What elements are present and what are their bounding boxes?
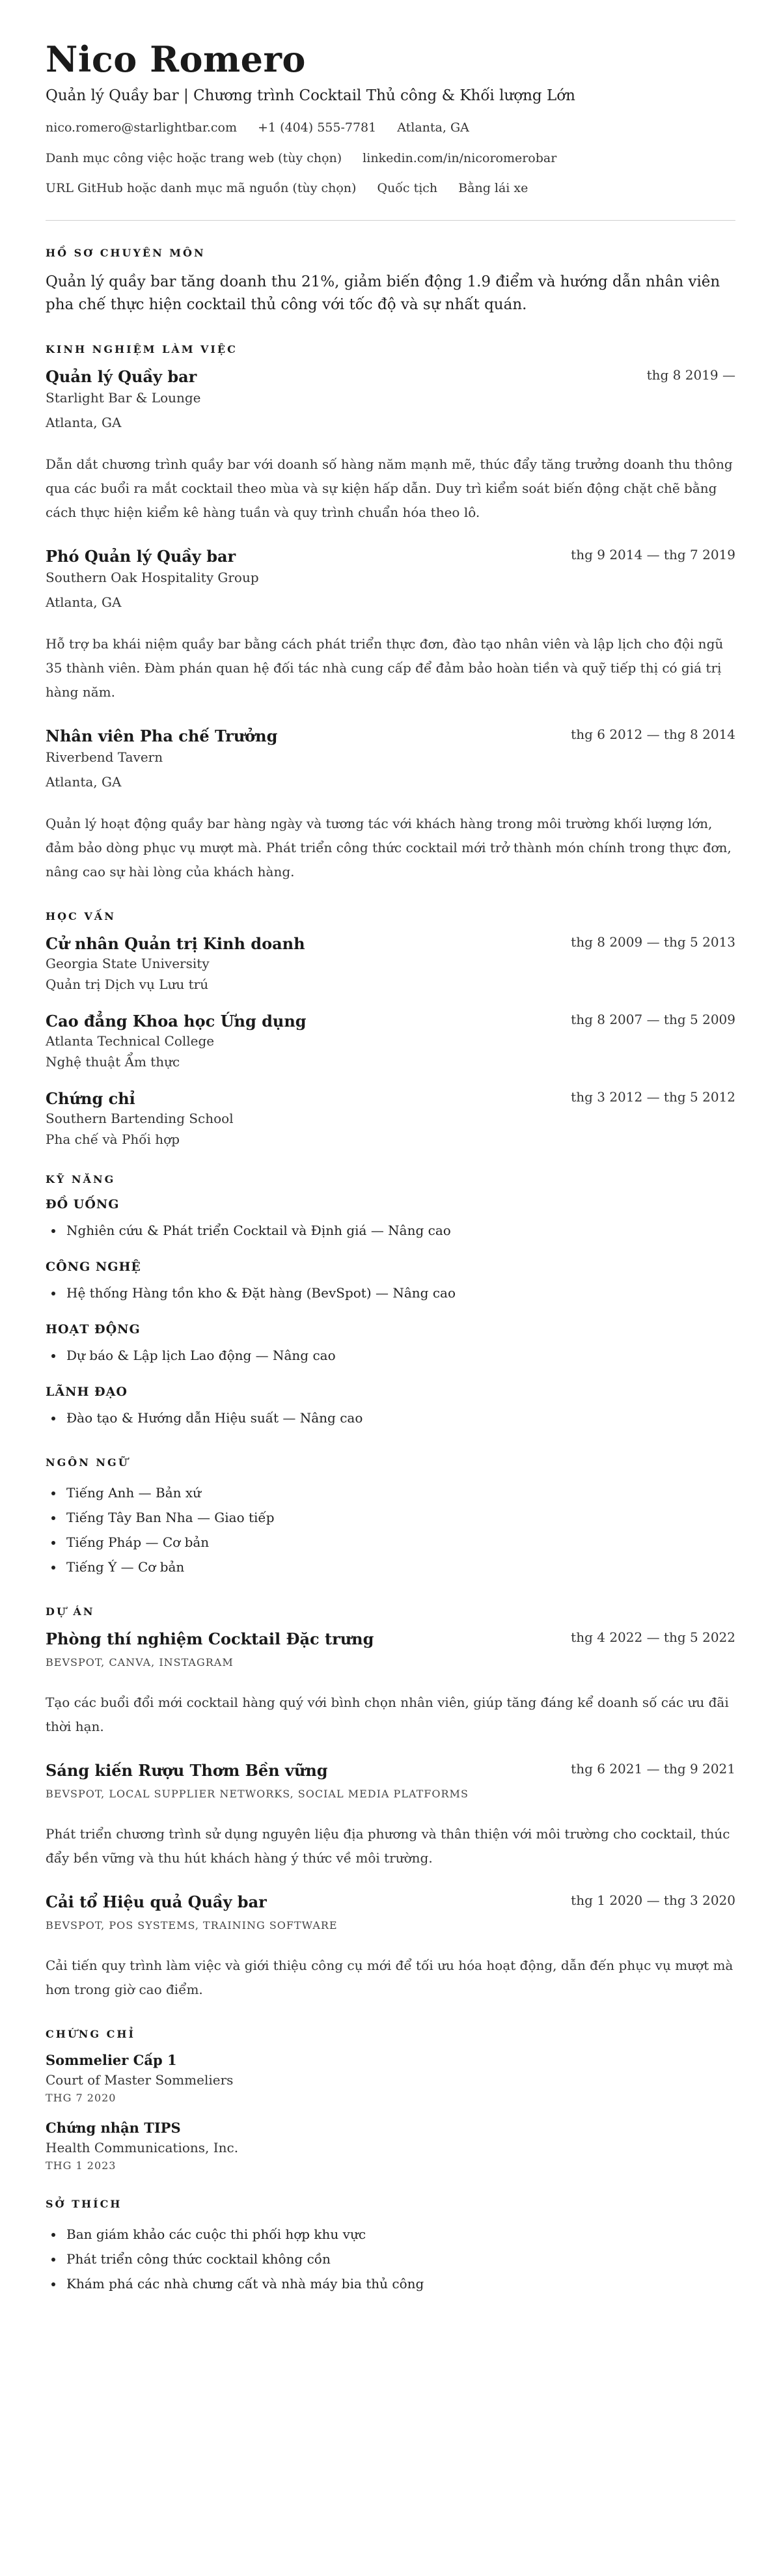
- project-entry: [46, 1761, 735, 1870]
- degree-title: Cử nhân Quản trị Kinh doanh: [46, 934, 305, 953]
- degree-title: Cao đẳng Khoa học Ứng dụng: [46, 1011, 307, 1031]
- job-title: Nhân viên Pha chế Trưởng: [46, 726, 278, 745]
- contact-email[interactable]: nico.romero@starlightbar.com: [46, 120, 238, 135]
- certification-issuer: Court of Master Sommeliers: [46, 2071, 234, 2088]
- section-title: KINH NGHIỆM LÀM VIỆC: [46, 342, 238, 355]
- company-name: Starlight Bar & Lounge: [46, 389, 201, 406]
- certification-name: Chứng nhận TIPS: [46, 2119, 181, 2136]
- project-date: thg 4 2022 — thg 5 2022: [571, 1629, 735, 1645]
- contact-portfolio[interactable]: Danh mục công việc hoặc trang web (tùy chọn): [46, 150, 342, 165]
- experience-entry: [46, 727, 735, 884]
- certification-entry: [46, 2120, 735, 2172]
- job-description: Quản lý hoạt động quầy bar hàng ngày và tương tác với khách hàng trong môi trường khối lượng lớn, đảm bảo dòng phục vụ mượt mà. Phát triển công thức cocktail mới trở thành món chính trong thực đơn, nâng cao sự hài lòng của khách hàng.: [46, 815, 732, 879]
- section-title: KỸ NĂNG: [46, 1172, 116, 1185]
- experience-section: [46, 343, 735, 884]
- section-title: HỌC VẤN: [46, 909, 116, 922]
- project-title: Sáng kiến Rượu Thơm Bền vững: [46, 1760, 328, 1780]
- project-title: Phòng thí nghiệm Cocktail Đặc trưng: [46, 1629, 374, 1648]
- field-of-study: Quản trị Dịch vụ Lưu trú: [46, 976, 209, 992]
- school-name: Georgia State University: [46, 955, 210, 971]
- languages-section: [46, 1456, 735, 1579]
- skill-item: • Dự báo & Lập lịch Lao động — Nâng cao: [64, 1343, 735, 1368]
- project-entry: [46, 1629, 735, 1739]
- language-item: • Tiếng Anh — Bản xứ: [64, 1480, 735, 1505]
- contact-location: Atlanta, GA: [397, 120, 469, 135]
- company-name: Southern Oak Hospitality Group: [46, 569, 259, 585]
- education-date: thg 8 2009 — thg 5 2013: [571, 934, 735, 950]
- degree-title: Chứng chỉ: [46, 1088, 135, 1108]
- certification-name: Sommelier Cấp 1: [46, 2051, 177, 2068]
- resume-header: [46, 39, 735, 198]
- field-of-study: Nghệ thuật Ẩm thực: [46, 1053, 180, 1070]
- header-divider: [46, 220, 735, 221]
- projects-section: [46, 1605, 735, 2002]
- interest-item: • Ban giám khảo các cuộc thi phối hợp khu vực: [64, 2222, 735, 2247]
- language-item: • Tiếng Ý — Cơ bản: [64, 1555, 735, 1579]
- section-title: DỰ ÁN: [46, 1605, 95, 1618]
- education-section: [46, 910, 735, 1147]
- profile-section: [46, 247, 735, 317]
- skill-list: [46, 1281, 735, 1305]
- skill-category: HOẠT ĐỘNG: [46, 1322, 141, 1336]
- skill-category: LÃNH ĐẠO: [46, 1384, 128, 1399]
- education-entry: [46, 1089, 735, 1147]
- project-tech: BEVSPOT, LOCAL SUPPLIER NETWORKS, SOCIAL MEDIA PLATFORMS: [46, 1787, 469, 1800]
- project-description: Phát triển chương trình sử dụng nguyên liệu địa phương và thân thiện với môi trường cho cocktail, thúc đẩy bền vững và thu hút khách hàng ý thức về môi trường.: [46, 1825, 730, 1866]
- language-item: • Tiếng Pháp — Cơ bản: [64, 1530, 735, 1555]
- job-date: thg 9 2014 — thg 7 2019: [571, 546, 735, 562]
- certification-entry: [46, 2052, 735, 2104]
- skill-category: CÔNG NGHỆ: [46, 1259, 141, 1274]
- contact-row-2: [46, 149, 735, 168]
- interest-item: • Phát triển công thức cocktail không cồn: [64, 2247, 735, 2271]
- certification-issuer: Health Communications, Inc.: [46, 2139, 239, 2155]
- experience-entry: [46, 547, 735, 704]
- job-location: Atlanta, GA: [46, 773, 122, 790]
- education-date: thg 3 2012 — thg 5 2012: [571, 1088, 735, 1105]
- contact-phone[interactable]: +1 (404) 555-7781: [258, 120, 377, 135]
- skill-item: • Hệ thống Hàng tồn kho & Đặt hàng (BevSpot) — Nâng cao: [64, 1281, 735, 1305]
- skill-list: [46, 1218, 735, 1243]
- project-tech: BEVSPOT, POS SYSTEMS, TRAINING SOFTWARE: [46, 1918, 338, 1932]
- contact-row-1: [46, 118, 735, 137]
- project-date: thg 1 2020 — thg 3 2020: [571, 1892, 735, 1908]
- project-description: Cải tiến quy trình làm việc và giới thiệu công cụ mới để tối ưu hóa hoạt động, dẫn đến phục vụ mượt mà hơn trong giờ cao điểm.: [46, 1957, 733, 1997]
- contact-nationality: Quốc tịch: [377, 181, 438, 196]
- skill-list: [46, 1343, 735, 1368]
- job-date: thg 6 2012 — thg 8 2014: [571, 726, 735, 742]
- contact-linkedin[interactable]: linkedin.com/in/nicoromerobar: [363, 150, 557, 165]
- skill-list: [46, 1406, 735, 1430]
- education-entry: [46, 1012, 735, 1070]
- job-location: Atlanta, GA: [46, 414, 122, 430]
- job-title: Quản lý Quầy bar: [46, 367, 197, 386]
- profile-summary: Quản lý quầy bar tăng doanh thu 21%, giảm biến động 1.9 điểm và hướng dẫn nhân viên pha chế thực hiện cocktail thủ công với tốc độ và sự nhất quán.: [46, 273, 720, 314]
- interests-section: [46, 2198, 735, 2296]
- interest-item: • Khám phá các nhà chưng cất và nhà máy bia thủ công: [64, 2271, 735, 2296]
- school-name: Southern Bartending School: [46, 1110, 234, 1126]
- contact-driving-license: Bằng lái xe: [458, 181, 528, 196]
- company-name: Riverbend Tavern: [46, 749, 163, 765]
- skill-item: • Đào tạo & Hướng dẫn Hiệu suất — Nâng cao: [64, 1406, 735, 1430]
- section-title: SỞ THÍCH: [46, 2197, 122, 2210]
- language-item: • Tiếng Tây Ban Nha — Giao tiếp: [64, 1505, 735, 1530]
- certification-date: THG 1 2023: [46, 2159, 116, 2172]
- project-title: Cải tổ Hiệu quả Quầy bar: [46, 1892, 267, 1911]
- project-date: thg 6 2021 — thg 9 2021: [571, 1760, 735, 1777]
- job-title: Phó Quản lý Quầy bar: [46, 546, 236, 566]
- certification-date: THG 7 2020: [46, 2091, 116, 2104]
- language-list: [46, 1480, 735, 1579]
- job-description: Hỗ trợ ba khái niệm quầy bar bằng cách phát triển thực đơn, đào tạo nhân viên và lập lịch cho đội ngũ 35 thành viên. Đàm phán quan hệ đối tác nhà cung cấp để đảm bảo hoàn tiền và quỹ tiếp thị có giá trị hàng năm.: [46, 635, 724, 700]
- section-title: CHỨNG CHỈ: [46, 2027, 135, 2040]
- skills-section: [46, 1173, 735, 1430]
- candidate-name: Nico Romero: [46, 38, 306, 80]
- section-title: HỒ SƠ CHUYÊN MÔN: [46, 246, 206, 259]
- education-entry: [46, 934, 735, 992]
- project-description: Tạo các buổi đổi mới cocktail hàng quý với bình chọn nhân viên, giúp tăng đáng kể doanh số các ưu đãi thời hạn.: [46, 1694, 729, 1734]
- education-date: thg 8 2007 — thg 5 2009: [571, 1011, 735, 1027]
- interest-list: [46, 2222, 735, 2296]
- skill-item: • Nghiên cứu & Phát triển Cocktail và Định giá — Nâng cao: [64, 1218, 735, 1243]
- school-name: Atlanta Technical College: [46, 1032, 215, 1049]
- field-of-study: Pha chế và Phối hợp: [46, 1131, 180, 1147]
- job-date: thg 8 2019 —: [646, 367, 735, 383]
- skill-category: ĐỒ UỐNG: [46, 1197, 120, 1212]
- job-description: Dẫn dắt chương trình quầy bar với doanh số hàng năm mạnh mẽ, thúc đẩy tăng trưởng doanh thu thông qua các buổi ra mắt cocktail theo mùa và sự kiện hấp dẫn. Duy trì kiểm soát biến động chặt chẽ bằng cách thực hiện kiểm kê hàng tuần và quy trình chuẩn hóa theo lô.: [46, 456, 733, 520]
- project-entry: [46, 1892, 735, 2002]
- contact-github[interactable]: URL GitHub hoặc danh mục mã nguồn (tùy chọn): [46, 181, 357, 196]
- headline: Quản lý Quầy bar | Chương trình Cocktail Thủ công & Khối lượng Lớn: [46, 87, 575, 105]
- contact-row-3: [46, 179, 735, 198]
- job-location: Atlanta, GA: [46, 594, 122, 610]
- section-title: NGÔN NGỮ: [46, 1456, 130, 1469]
- project-tech: BEVSPOT, CANVA, INSTAGRAM: [46, 1655, 234, 1669]
- experience-entry: [46, 367, 735, 525]
- certifications-section: [46, 2028, 735, 2172]
